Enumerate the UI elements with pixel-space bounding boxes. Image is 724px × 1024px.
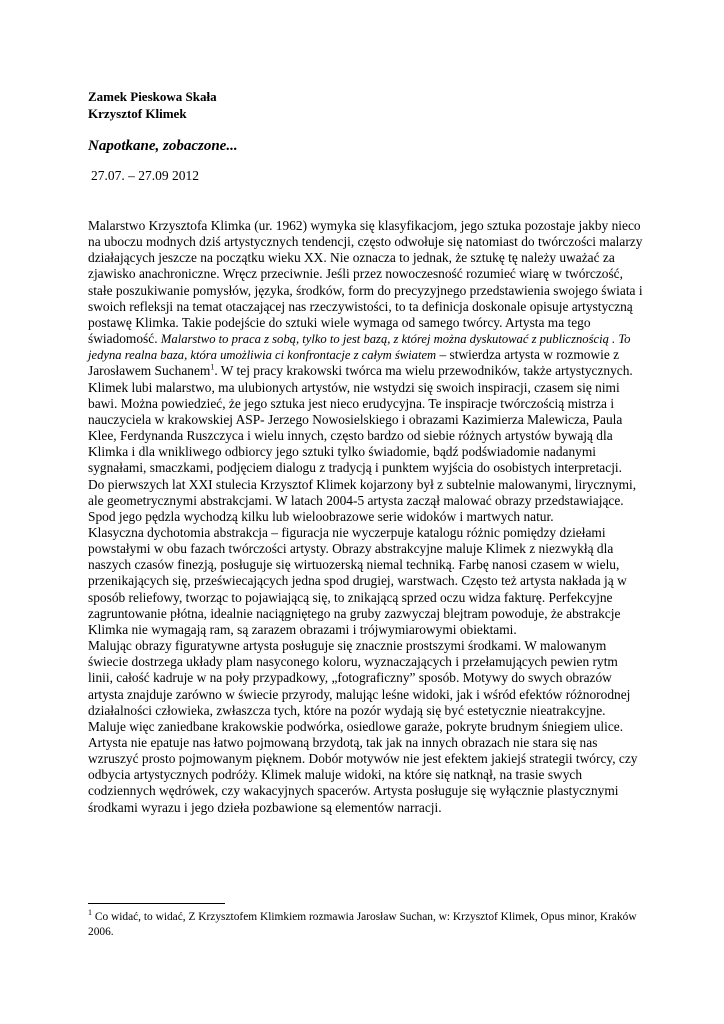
paragraph-1-continuation: . W tej pracy krakowski twórca ma wielu przewodników, także artystycznych. Klimek lubi malarstwo, ma ulubionych artystów, nie wstydzi się swoich inspiracji, czasem się nimi bawi. Można powiedzieć, że jego sztuka jest nieco erudycyjna. Te inspiracje twórczością mistrza i nauczyciela w krakowskiej ASP- Jerzego Nowosielskiego i obrazami Kazimierza Malewicza, Paula Klee, Ferdynanda Ruszczyca i wielu innych, często bardzo od siebie różnych artystów bywają dla Klimka i dla wnikliwego odbiorcy jego sztuki tylko świadomie, bądź podświadomie nadanymi sygnałami, smaczkami, podjęciem dialogu z tradycją i punktem wyjścia do osobistych interpretacji. [88,363,633,476]
footnote-divider [88,903,225,904]
footnote-text: Co widać, to widać, Z Krzysztofem Klimkiem rozmawia Jarosław Suchan, w: Krzysztof Klimek, Opus minor, Kraków 2006. [88,911,637,938]
paragraph-1 [88,218,643,477]
footnote-reference: 1 [210,362,215,372]
footnote [88,910,648,939]
article-body [88,218,643,816]
exhibition-title: Napotkane, zobaczone... [88,138,238,154]
venue-title: Zamek Pieskowa Skała [88,89,217,104]
footnote-marker: 1 [88,908,92,918]
document-header [88,88,648,122]
artist-quote: Malarstwo to praca z sobą, tylko to jest bazą, z której można dyskutować z publicznością . To jedyna realna baza, która umożliwia ci konfrontacje z całym światem [88,332,631,363]
paragraph-1-attribution: – stwierdza artysta w rozmowie z Jarosławem Suchanem [88,347,620,379]
exhibition-dates: 27.07. – 27.09 2012 [91,168,199,183]
artist-name: Krzysztof Klimek [88,106,187,121]
paragraph-4: Malując obrazy figuratywne artysta posługuje się znacznie prostszymi środkami. W malowanym świecie dostrzega układy plam nasyconego koloru, wyznaczających i przełamujących pewien rytm linii, całość kadruje w na poły przypadkowy, „fotograficzny” sposób. Motywy do swych obrazów artysta znajduje zarówno w świecie przyrody, malując leśne widoki, jak i wśród efektów różnorodnej działalności człowieka, zwłaszcza tych, które na pozór wydają się być estetycznie nieatrakcyjne. Maluje więc zaniedbane krakowskie podwórka, osiedlowe garaże, pokryte brudnym śniegiem ulice. Artysta nie epatuje nas łatwo pojmowaną brzydotą, tak jak na innych obrazach nie stara się nas wzruszyć prosto pojmowanym pięknem. Dobór motywów nie jest efektem jakiejś strategii twórcy, czy odbycia artystycznych podróży. Klimek maluje widoki, na które się natknął, na trasie swych codziennych wędrówek, czy wakacyjnych spacerów. Artysta posługuje się wyłącznie plastycznymi środkami wyrazu i jego dzieła pozbawione są elementów narracji. [88,638,638,815]
paragraph-1-intro: Malarstwo Krzysztofa Klimka (ur. 1962) wymyka się klasyfikacjom, jego sztuka pozostaje jakby nieco na uboczu modnych dziś artystycznych tendencji, często odwołuje się natomiast do twórczości malarzy działających jeszcze na początku wieku XX. Nie oznacza to jednak, że sztukę tę należy uważać za zjawisko anachroniczne. Wręcz przeciwnie. Jeśli przez nowoczesność rozumieć wiarę w twórczość, stałe poszukiwanie pomysłów, języka, środków, form do precyzyjnego przedstawienia swojego świata i swoich refleksji na temat otaczającej nas rzeczywistości, to ta definicja doskonale opisuje artystyczną postawę Klimka. Takie podejście do sztuki wiele wymaga od samego twórcy. Artysta ma tego świadomość. [88,218,643,347]
paragraph-3: Klasyczna dychotomia abstrakcja – figuracja nie wyczerpuje katalogu różnic pomiędzy dziełami powstałymi w obu fazach twórczości artysty. Obrazy abstrakcyjne maluje Klimek z niezwykłą dla naszych czasów finezją, posługuje się wirtuozerską niemal techniką. Farbę nanosi czasem w wielu, przenikających się, przeświecających jedna spod drugiej, warstwach. Często też artysta nakłada ją w sposób reliefowy, tworząc to pojawiającą się, to znikającą sprzed oczu widza fakturę. Perfekcyjne zagruntowanie płótna, idealnie naciągniętego na gruby zazwyczaj blejtram powoduje, że abstrakcje Klimka nie wymagają ram, są zarazem obrazami i trójwymiarowymi obiektami. [88,524,627,637]
paragraph-2: Do pierwszych lat XXI stulecia Krzysztof Klimek kojarzony był z subtelnie malowanymi, lirycznymi, ale geometrycznymi abstrakcjami. W latach 2004-5 artysta zaczął malować obrazy przedstawiające. Spod jego pędzla wychodzą kilku lub wieloobrazowe serie widoków i martwych natur. [88,476,637,524]
